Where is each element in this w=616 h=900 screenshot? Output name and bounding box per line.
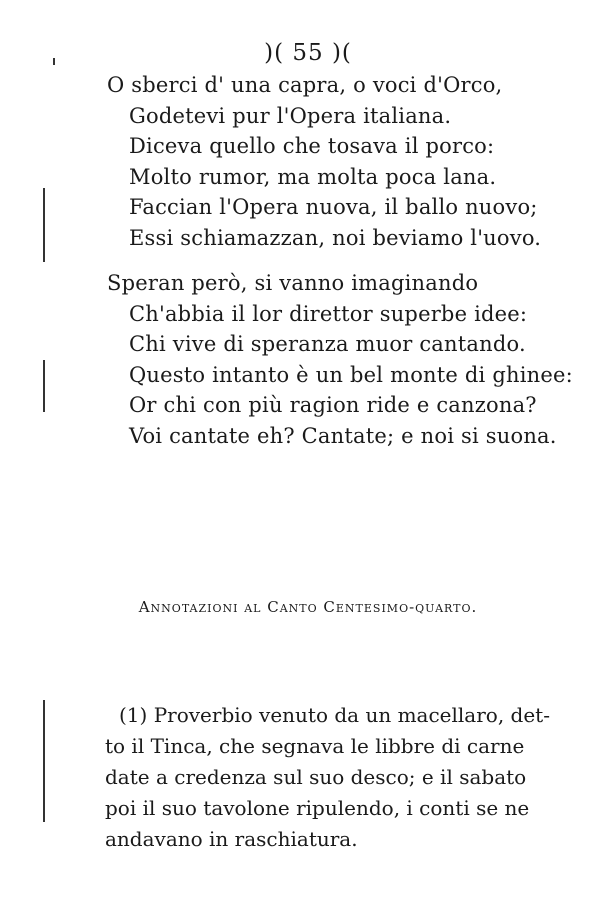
verse-line: Molto rumor, ma molta poca lana. [129, 164, 497, 189]
verse-line: O sberci d' una capra, o voci d'Orco, [107, 73, 503, 97]
stanza-1 [107, 70, 541, 253]
footnote-line: poi il suo tavolone ripulendo, i conti se ne [105, 796, 530, 820]
footnote-line: date a credenza sul suo desco; e il sabato [105, 765, 527, 789]
verse-line: Or chi con più ragion ride e canzona? [129, 393, 537, 417]
notes-heading: Annotazioni al Canto Centesimo-quarto. [138, 598, 478, 616]
margin-mark [43, 700, 45, 822]
verse-line: Essi schiamazzan, noi beviamo l'uovo. [129, 225, 542, 250]
verse-line: Questo intanto è un bel monte di ghinee: [129, 362, 573, 387]
footnote-line: andavano in raschiatura. [105, 827, 358, 851]
margin-mark [43, 360, 45, 412]
footnote-1 [105, 700, 550, 855]
page-number-header: )( 55 )( [264, 40, 352, 66]
stanza-2 [107, 268, 573, 451]
verse-line: Chi vive di speranza muor cantando. [129, 332, 526, 356]
verse-line: Speran però, si vanno imaginando [107, 271, 479, 295]
verse-line: Diceva quello che tosava il porco: [129, 134, 495, 158]
margin-mark [43, 188, 45, 262]
verse-line: Faccian l'Opera nuova, il ballo nuovo; [129, 195, 538, 219]
verse-line: Ch'abbia il lor direttor superbe idee: [129, 301, 528, 326]
verse-line: Godetevi pur l'Opera italiana. [129, 103, 452, 128]
footnote-line: to il Tinca, che segnava le libbre di carne [105, 734, 525, 758]
verse-line: Voi cantate eh? Cantate; e noi si suona. [129, 423, 557, 448]
footnote-line: (1) Proverbio venuto da un macellaro, det- [119, 703, 550, 727]
